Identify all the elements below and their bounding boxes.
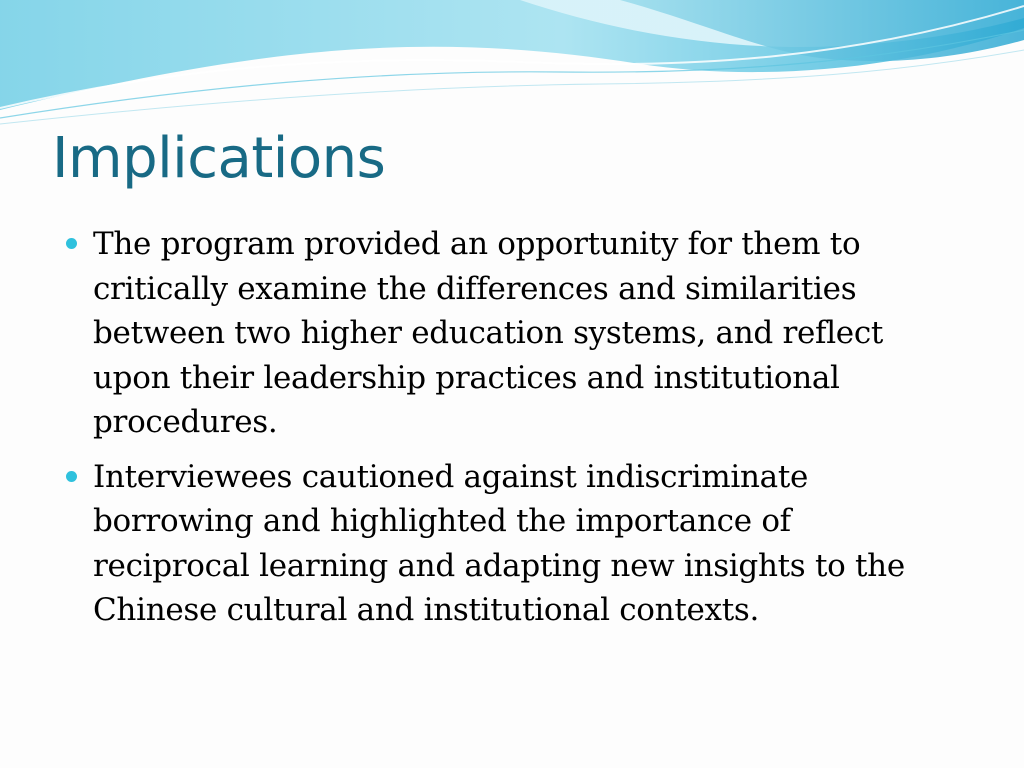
bullet-list (66, 222, 946, 643)
bullet-text: The program provided an opportunity for them to critically examine the differences and similarities between two higher education systems, and reflect upon their leadership practices and institutional procedures. (93, 226, 884, 440)
bullet-dot-icon (66, 238, 77, 249)
wave-decoration (0, 0, 1024, 130)
bullet-dot-icon (66, 471, 77, 482)
bullet-text: Interviewees cautioned against indiscriminate borrowing and highlighted the importance of reciprocal learning and adapting new insights to the Chinese cultural and institutional contexts. (93, 458, 905, 628)
bullet-item (66, 222, 946, 445)
slide-title: Implications (52, 126, 386, 191)
bullet-item (66, 455, 946, 633)
